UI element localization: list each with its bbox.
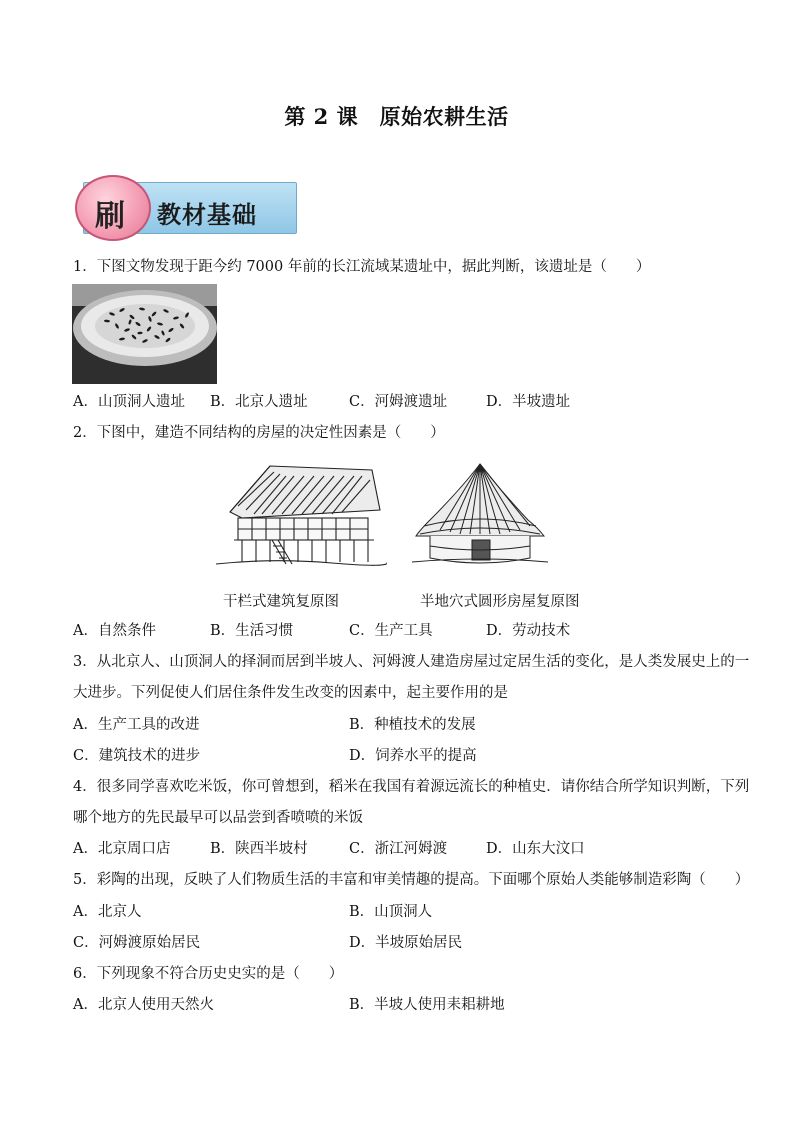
q2-option-d: D．劳动技术 — [486, 623, 571, 639]
q4-option-a: A．北京周口店 — [73, 841, 171, 857]
question-3-stem-line-1: 3．从北京人、山顶洞人的择洞而居到半坡人、河姆渡人建造房屋过定居生活的变化，是人类发展史上的一 — [73, 654, 750, 670]
q4-option-c: C．浙江河姆渡 — [349, 841, 448, 857]
q5-option-d: D．半坡原始居民 — [349, 935, 463, 951]
round-hut-caption: 半地穴式圆形房屋复原图 — [420, 594, 580, 610]
stilt-house-figure — [212, 460, 387, 572]
q6-option-b: B．半坡人使用耒耜耕地 — [349, 997, 505, 1013]
q3-option-c: C．建筑技术的进步 — [73, 748, 201, 764]
q1-option-c: C．河姆渡遗址 — [349, 394, 448, 410]
q1-option-a: A．山顶洞人遗址 — [73, 394, 185, 410]
question-5-stem: 5．彩陶的出现，反映了人们物质生活的丰富和审美情趣的提高。下面哪个原始人类能够制造彩陶（ ） — [73, 872, 750, 888]
banner-char: 刷 — [95, 199, 125, 234]
q3-option-a: A．生产工具的改进 — [73, 717, 200, 733]
q3-option-b: B．种植技术的发展 — [349, 717, 476, 733]
question-1-stem: 1．下图文物发现于距今约 7000 年前的长江流域某遗址中，据此判断，该遗址是（ ） — [73, 259, 651, 275]
q5-option-c: C．河姆渡原始居民 — [73, 935, 201, 951]
q2-option-b: B．生活习惯 — [210, 623, 294, 639]
question-4-stem-line-1: 4．很多同学喜欢吃米饭，你可曾想到，稻米在我国有着源远流长的种植史．请你结合所学知识判断，下列 — [73, 779, 750, 795]
q4-option-d: D．山东大汶口 — [486, 841, 585, 857]
stilt-house-caption: 干栏式建筑复原图 — [223, 594, 339, 610]
section-banner — [73, 175, 297, 241]
question-3-stem-line-2: 大进步。下列促使人们居住条件发生改变的因素中，起主要作用的是 — [73, 685, 508, 701]
q5-option-a: A．北京人 — [73, 904, 142, 920]
question-6-stem: 6．下列现象不符合历史史实的是（ ） — [73, 966, 344, 982]
q1-option-d: D．半坡遗址 — [486, 394, 571, 410]
q4-option-b: B．陕西半坡村 — [210, 841, 308, 857]
q1-option-b: B．北京人遗址 — [210, 394, 308, 410]
round-hut-figure — [410, 460, 550, 572]
q6-option-a: A．北京人使用天然火 — [73, 997, 214, 1013]
banner-label: 教材基础 — [157, 200, 257, 229]
rice-grains-figure — [72, 284, 217, 388]
q5-option-b: B．山顶洞人 — [349, 904, 433, 920]
q2-option-c: C．生产工具 — [349, 623, 433, 639]
q3-option-d: D．饲养水平的提高 — [349, 748, 477, 764]
question-4-stem-line-2: 哪个地方的先民最早可以品尝到香喷喷的米饭 — [73, 810, 363, 826]
page-title: 第 2 课 原始农耕生活 — [284, 104, 509, 129]
question-2-stem: 2．下图中，建造不同结构的房屋的决定性因素是（ ） — [73, 425, 445, 441]
q2-option-a: A．自然条件 — [73, 623, 156, 639]
